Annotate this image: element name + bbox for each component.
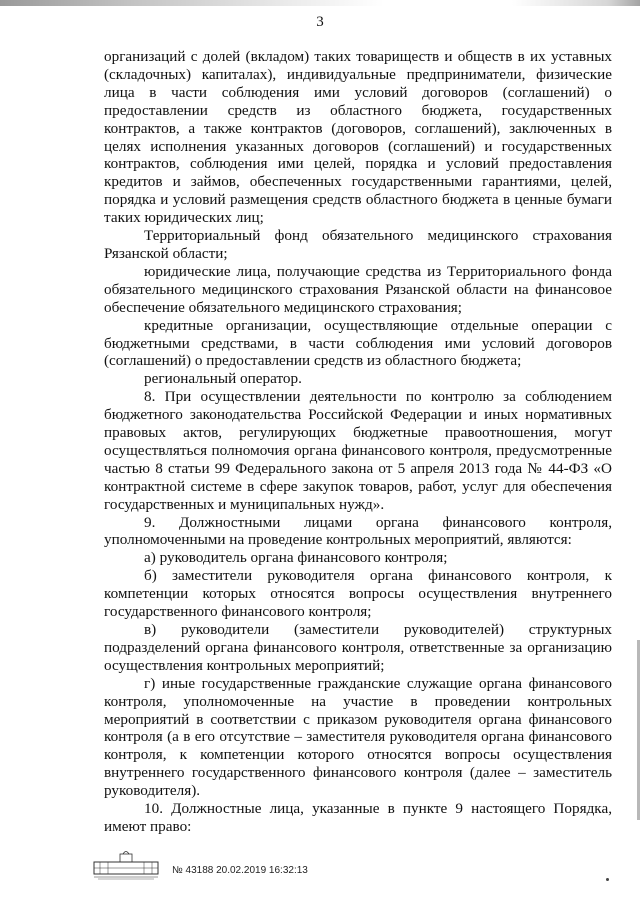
paragraph: кредитные организации, осуществляющие отдельные операции с бюджетными средствами, в части соблюдения ими условий договоров (соглашений) о предоставлении средств из областного бюджета; (104, 316, 612, 370)
paragraph: 8. При осуществлении деятельности по контролю за соблюдением бюджетного законодательства Российской Федерации и иных нормативных правовых актов, регулирующих бюджетные правоотношения, могут осуществляться полномочия органа финансового контроля, предусмотренные частью 8 статьи 99 Федерального закона от 5 апреля 2013 года № 44-ФЗ «О контрактной системе в сфере закупок товаров, работ, услуг для обеспечения государственных и муниципальных нужд». (104, 388, 612, 513)
registry-logo-icon (92, 848, 162, 882)
document-body (104, 48, 612, 836)
document-footer (92, 848, 392, 882)
paragraph: 10. Должностные лица, указанные в пункте 9 настоящего Порядка, имеют право: (104, 800, 612, 835)
paragraph: 9. Должностными лицами органа финансового контроля, уполномоченными на проведение контрольных мероприятий, являются: (104, 513, 612, 549)
paragraph: организаций с долей (вкладом) таких товариществ и обществ в их уставных (складочных) капиталах), индивидуальные предприниматели, физические лица в части соблюдения ими условий договоров (соглашений) о предоставлении средств из областного бюджета, государственных контрактов, а также контрактов (договоров, соглашений), заключенных в целях исполнения указанных договоров (соглашений) и государственных контрактов, соблюдения ими целей, порядка и условий предоставления кредитов и займов, обеспеченных государственными гарантиями, целей, порядка и условий размещения средств областного бюджета в ценные бумаги таких юридических лиц; (104, 48, 612, 227)
list-item: в) руководители (заместители руководителей) структурных подразделений органа финансового контроля, ответственные за организацию осуществления контрольных мероприятий; (104, 621, 612, 674)
scan-edge-top (0, 0, 640, 6)
paragraph: Территориальный фонд обязательного медицинского страхования Рязанской области; (104, 227, 612, 262)
paragraph: региональный оператор. (144, 370, 302, 388)
page-number: 3 (316, 14, 324, 30)
document-id-stamp: № 43188 20.02.2019 16:32:13 (172, 865, 308, 876)
scan-speck (606, 878, 609, 881)
paragraph: юридические лица, получающие средства из Территориального фонда обязательного медицинского страхования Рязанской области на финансовое обеспечение обязательного медицинского страхования; (104, 262, 612, 316)
list-item: а) руководитель органа финансового контроля; (144, 549, 448, 567)
list-item: б) заместители руководителя органа финансового контроля, к компетенции которых относятся вопросы осуществления внутреннего государственного финансового контроля; (104, 567, 612, 621)
list-item: г) иные государственные гражданские служащие органа финансового контроля, уполномоченные на участие в проведении контрольных мероприятий в соответствии с приказом руководителя органа финансового контроля (а в его отсутствие – заместителя руководителя органа финансового контроля, к компетенции которого относятся вопросы осуществления внутреннего государственного финансового контроля (далее – заместитель руководителя). (104, 674, 612, 800)
